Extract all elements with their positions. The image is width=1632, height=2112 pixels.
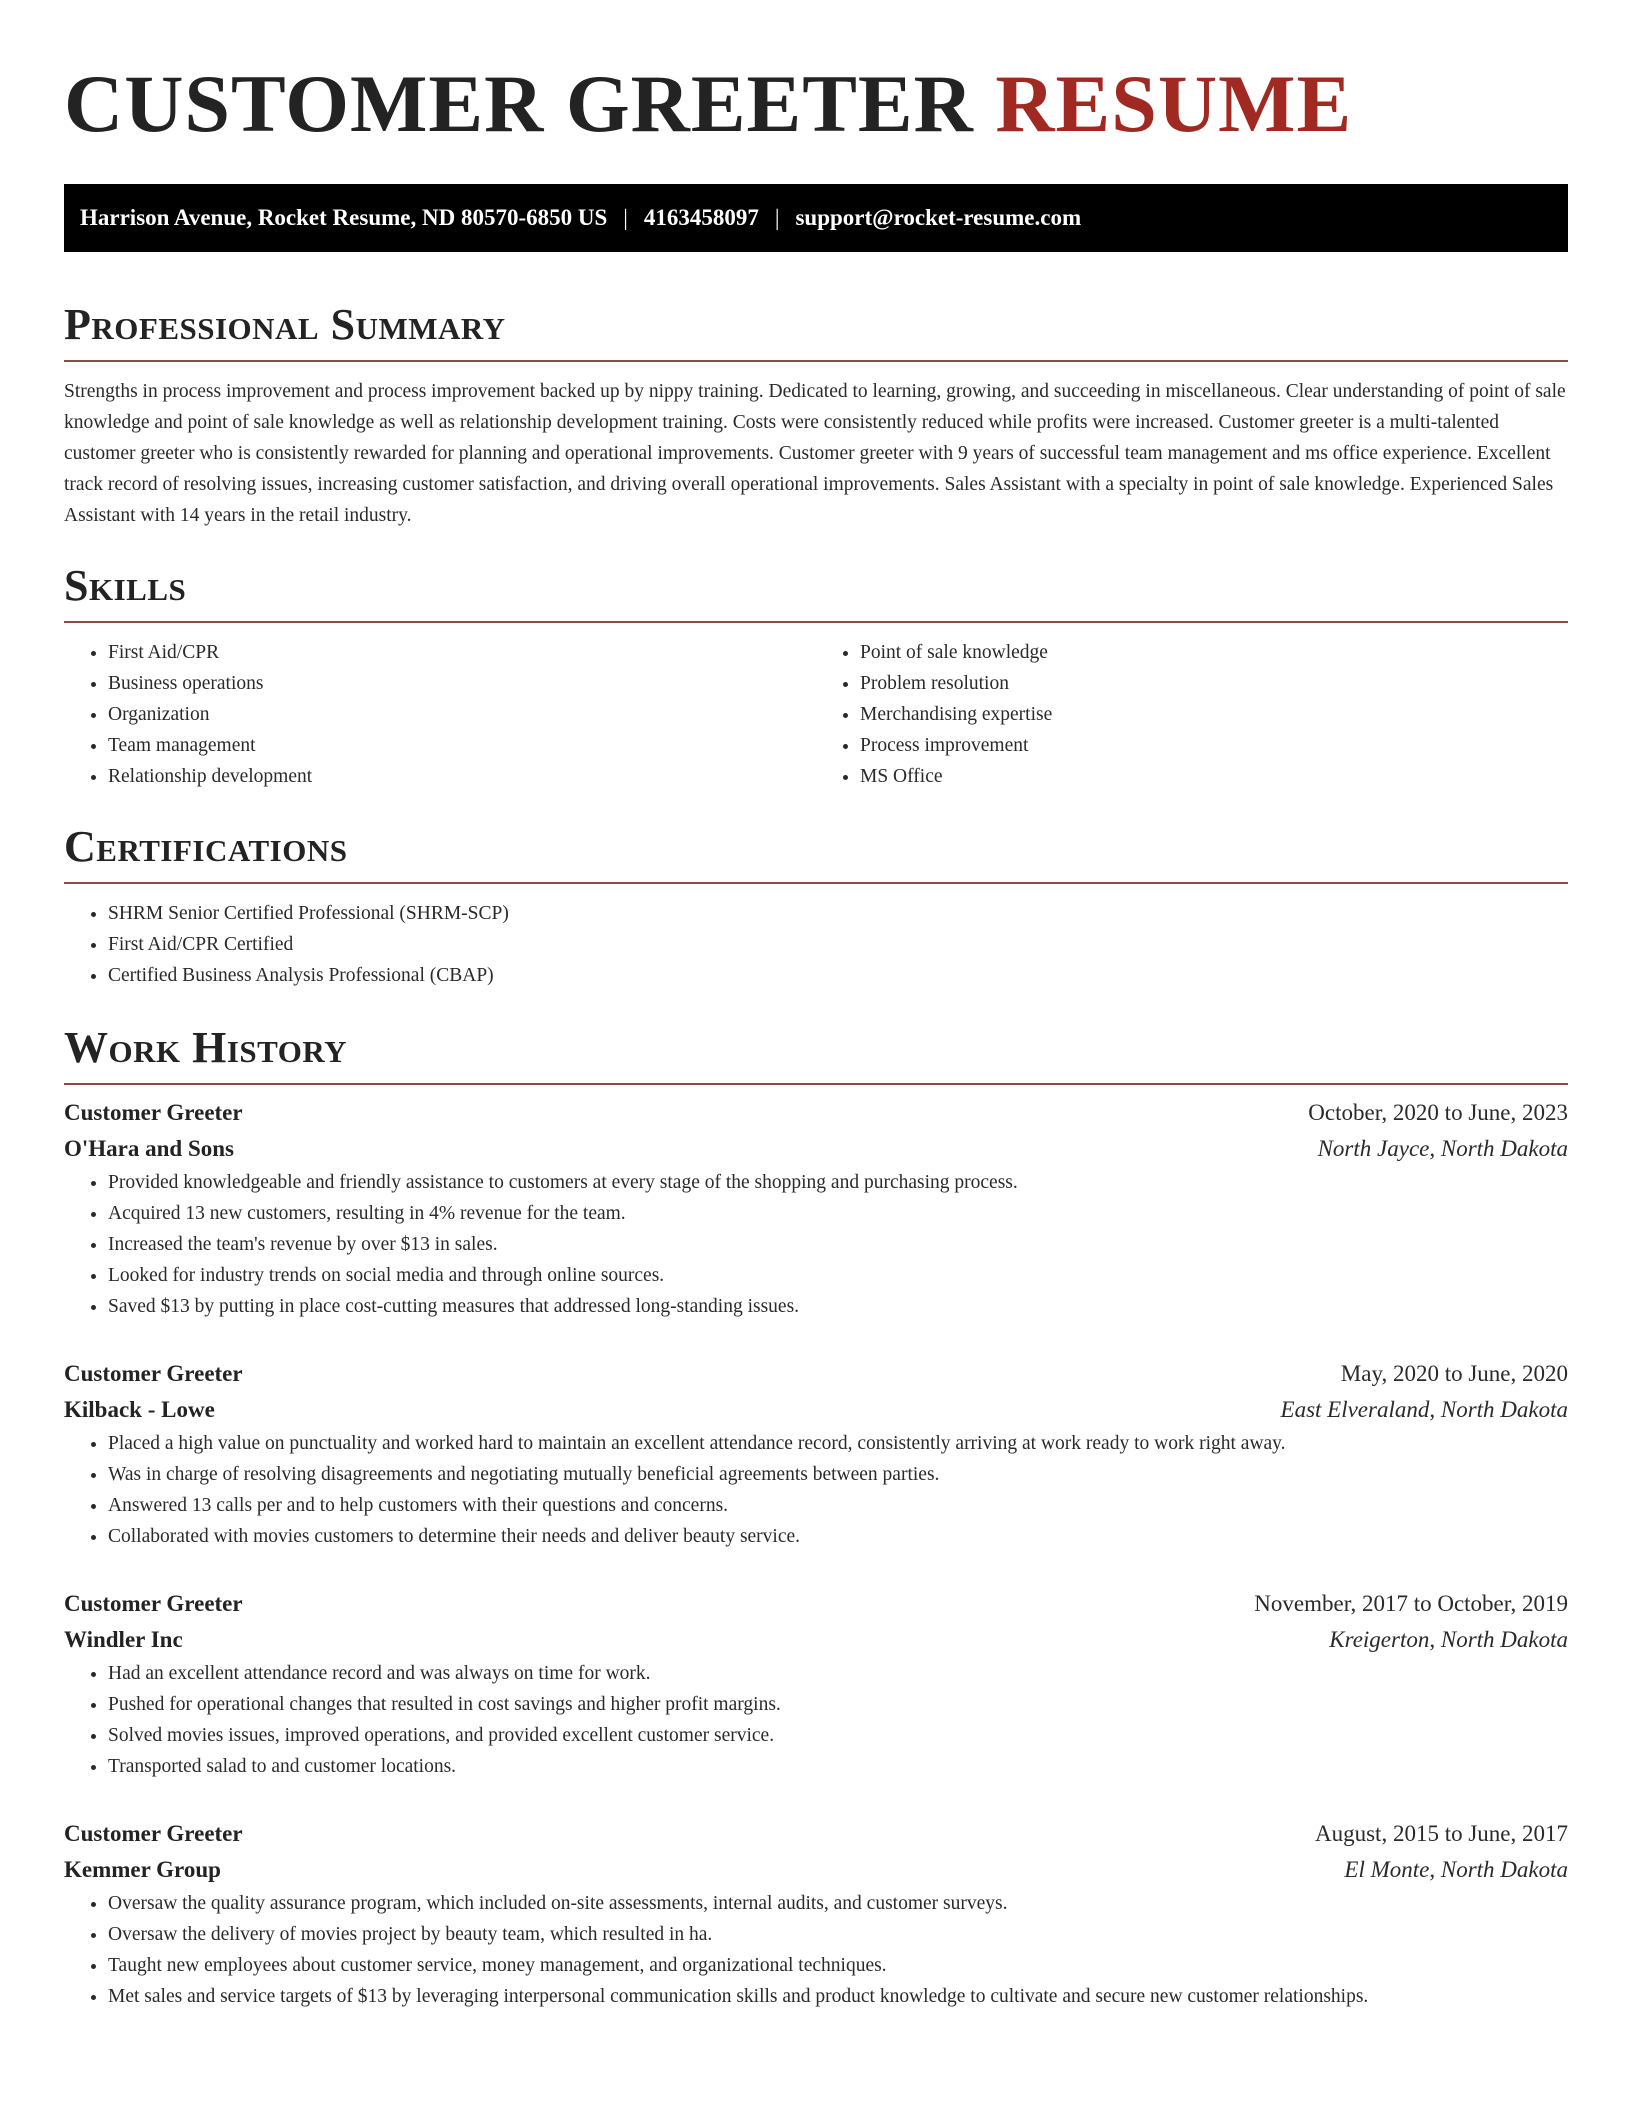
contact-separator: | <box>774 205 780 230</box>
contact-email[interactable]: support@rocket-resume.com <box>795 205 1082 230</box>
job-header <box>64 1816 1568 1852</box>
job-bullet: • Saved $13 by putting in place cost-cutting measures that addressed long-standing issues. <box>108 1291 1568 1322</box>
job-role: Customer Greeter <box>64 1591 243 1616</box>
job-bullet: • Pushed for operational changes that resulted in cost savings and higher profit margins. <box>108 1689 1568 1720</box>
job-bullet: • Oversaw the delivery of movies project by beauty team, which resulted in ha. <box>108 1919 1568 1950</box>
title-accent: RESUME <box>995 58 1353 149</box>
job-bullets <box>64 1888 1568 2012</box>
section-divider <box>64 621 1568 623</box>
job-subheader <box>64 1392 1568 1428</box>
job-header <box>64 1095 1568 1131</box>
section-divider <box>64 1083 1568 1085</box>
certifications-section <box>64 820 1568 991</box>
summary-section <box>64 298 1568 531</box>
skill-item: • Relationship development <box>108 761 816 792</box>
job-bullet: • Provided knowledgeable and friendly assistance to customers at every stage of the shopping and purchasing process. <box>108 1167 1568 1198</box>
job-location: Kreigerton, North Dakota <box>1329 1627 1568 1652</box>
job-header <box>64 1356 1568 1392</box>
section-divider <box>64 882 1568 884</box>
summary-text: Strengths in process improvement and process improvement backed up by nippy training. Dedicated to learning, growing, and succeeding in miscellaneous. Clear understanding of point of sale knowledge and point of sale knowledge as well as relationship development training. Costs were consistently reduced while profits were increased. Customer greeter is a multi-talented customer greeter who is consistently rewarded for planning and operational improvements. Customer greeter with 9 years of successful team management and ms office experience. Excellent track record of resolving issues, increasing customer satisfaction, and driving overall operational improvements. Sales Assistant with a specialty in point of sale knowledge. Experienced Sales Assistant with 14 years in the retail industry. <box>64 381 1566 526</box>
resume-title <box>64 56 1568 152</box>
certifications-list <box>64 898 1568 991</box>
skill-item: • Problem resolution <box>860 668 1568 699</box>
job-entry <box>64 1586 1568 1782</box>
job-bullet: • Met sales and service targets of $13 by leveraging interpersonal communication skills and product knowledge to cultivate and secure new customer relationships. <box>108 1981 1568 2012</box>
job-company: O'Hara and Sons <box>64 1136 234 1161</box>
skill-item: • Team management <box>108 730 816 761</box>
skill-item: • MS Office <box>860 761 1568 792</box>
job-subheader <box>64 1852 1568 1888</box>
certification-item: • SHRM Senior Certified Professional (SHRM-SCP) <box>108 898 1568 929</box>
job-bullet: • Increased the team's revenue by over $13 in sales. <box>108 1229 1568 1260</box>
job-bullet: • Had an excellent attendance record and was always on time for work. <box>108 1658 1568 1689</box>
job-subheader <box>64 1131 1568 1167</box>
job-header <box>64 1586 1568 1622</box>
job-subheader <box>64 1622 1568 1658</box>
certifications-heading: Certifications <box>64 822 348 871</box>
job-bullet: • Solved movies issues, improved operations, and provided excellent customer service. <box>108 1720 1568 1751</box>
job-bullet: • Collaborated with movies customers to determine their needs and deliver beauty service. <box>108 1521 1568 1552</box>
job-bullet: • Placed a high value on punctuality and worked hard to maintain an excellent attendance record, consistently arriving at work ready to work right away. <box>108 1428 1568 1459</box>
job-bullets <box>64 1658 1568 1782</box>
skills-grid <box>64 637 1568 792</box>
job-bullet: • Answered 13 calls per and to help customers with their questions and concerns. <box>108 1490 1568 1521</box>
skill-item: • First Aid/CPR <box>108 637 816 668</box>
job-bullet: • Looked for industry trends on social media and through online sources. <box>108 1260 1568 1291</box>
job-company: Kilback - Lowe <box>64 1397 215 1422</box>
job-location: North Jayce, North Dakota <box>1317 1136 1568 1161</box>
job-bullet: • Transported salad to and customer locations. <box>108 1751 1568 1782</box>
job-dates: August, 2015 to June, 2017 <box>1315 1821 1568 1846</box>
skill-item: • Point of sale knowledge <box>860 637 1568 668</box>
job-location: El Monte, North Dakota <box>1344 1857 1568 1882</box>
work-history-section <box>64 1021 1568 2012</box>
skills-heading: Skills <box>64 561 187 610</box>
skill-item: • Business operations <box>108 668 816 699</box>
skills-section <box>64 559 1568 792</box>
contact-separator: | <box>623 205 628 230</box>
job-bullet: • Acquired 13 new customers, resulting in 4% revenue for the team. <box>108 1198 1568 1229</box>
job-bullet: • Taught new employees about customer service, money management, and organizational techniques. <box>108 1950 1568 1981</box>
job-dates: November, 2017 to October, 2019 <box>1254 1591 1568 1616</box>
job-bullet: • Was in charge of resolving disagreements and negotiating mutually beneficial agreements between parties. <box>108 1459 1568 1490</box>
skill-item: • Organization <box>108 699 816 730</box>
skill-item: • Merchandising expertise <box>860 699 1568 730</box>
job-bullet: • Oversaw the quality assurance program, which included on-site assessments, internal audits, and customer surveys. <box>108 1888 1568 1919</box>
work-history-heading: Work History <box>64 1023 348 1072</box>
job-dates: May, 2020 to June, 2020 <box>1340 1361 1568 1386</box>
job-entry <box>64 1095 1568 1322</box>
contact-address: Harrison Avenue, Rocket Resume, ND 80570-6850 US <box>80 205 608 230</box>
title-main: CUSTOMER GREETER <box>64 58 974 149</box>
contact-phone: 4163458097 <box>643 205 759 230</box>
contact-bar <box>64 184 1568 252</box>
job-bullets <box>64 1167 1568 1322</box>
job-bullets <box>64 1428 1568 1552</box>
summary-heading: Professional Summary <box>64 300 506 349</box>
skills-list-right <box>816 637 1568 792</box>
job-role: Customer Greeter <box>64 1100 243 1125</box>
section-divider <box>64 360 1568 362</box>
job-company: Windler Inc <box>64 1627 183 1652</box>
job-entry <box>64 1356 1568 1552</box>
job-role: Customer Greeter <box>64 1821 243 1846</box>
job-company: Kemmer Group <box>64 1857 221 1882</box>
job-entry <box>64 1816 1568 2012</box>
skills-list-left <box>64 637 816 792</box>
job-location: East Elveraland, North Dakota <box>1280 1397 1568 1422</box>
skill-item: • Process improvement <box>860 730 1568 761</box>
job-role: Customer Greeter <box>64 1361 243 1386</box>
certification-item: • First Aid/CPR Certified <box>108 929 1568 960</box>
job-dates: October, 2020 to June, 2023 <box>1308 1100 1568 1125</box>
certification-item: • Certified Business Analysis Professional (CBAP) <box>108 960 1568 991</box>
